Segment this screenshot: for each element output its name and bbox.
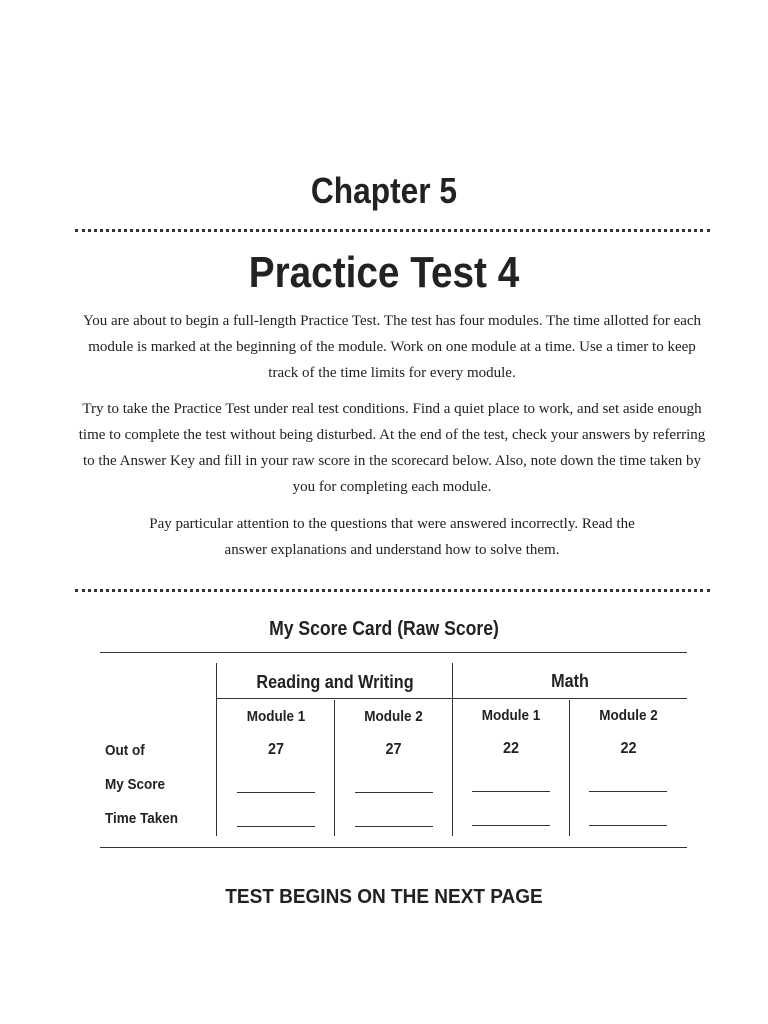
- my-score-blank[interactable]: [237, 792, 315, 793]
- scorecard-divider-math-modules: [569, 700, 570, 836]
- module-header: Module 1: [481, 707, 541, 724]
- section-header-math: Math: [551, 671, 589, 691]
- scorecard-top-rule: [100, 652, 687, 653]
- out-of-value: 22: [620, 740, 637, 757]
- row-label-out-of: Out of: [105, 742, 145, 759]
- page-title: Practice Test 4: [248, 248, 520, 297]
- my-score-blank[interactable]: [355, 792, 433, 793]
- scorecard-divider-section: [452, 663, 453, 836]
- dotted-divider-bottom: [75, 589, 710, 592]
- my-score-blank[interactable]: [472, 791, 550, 792]
- scorecard-divider-rw-modules: [334, 700, 335, 836]
- module-header: Module 2: [599, 707, 658, 724]
- next-page-notice: TEST BEGINS ON THE NEXT PAGE: [225, 886, 543, 908]
- time-taken-blank[interactable]: [237, 826, 315, 827]
- chapter-heading: Chapter 5: [310, 170, 458, 211]
- scorecard-bottom-rule: [100, 847, 687, 848]
- time-taken-blank[interactable]: [355, 826, 433, 827]
- scorecard-title: My Score Card (Raw Score): [269, 618, 499, 640]
- section-header-reading-writing: Reading and Writing: [256, 672, 414, 692]
- time-taken-blank[interactable]: [472, 825, 550, 826]
- scorecard-divider-label: [216, 663, 217, 836]
- module-header: Module 2: [364, 708, 423, 725]
- row-label-time-taken: Time Taken: [105, 810, 179, 827]
- intro-paragraph-2: Try to take the Practice Test under real test conditions. Find a quiet place to work, and set aside enough time to complete the test without being disturbed. At the end of the test, check your answers by referring to the Answer Key and fill in your raw score in the scorecard below. Also, note down the time taken by you for completing each module.: [78, 401, 706, 495]
- module-header: Module 1: [246, 708, 306, 725]
- out-of-value: 22: [502, 740, 520, 757]
- out-of-value: 27: [267, 741, 285, 758]
- time-taken-blank[interactable]: [589, 825, 667, 826]
- my-score-blank[interactable]: [589, 791, 667, 792]
- intro-paragraph-3: Pay particular attention to the questions that were answered incorrectly. Read the answer explanations and understand how to solve them.: [149, 516, 635, 558]
- out-of-value: 27: [385, 741, 402, 758]
- dotted-divider-top: [75, 229, 710, 232]
- intro-paragraph-1: You are about to begin a full-length Practice Test. The test has four modules. The time allotted for each module is marked at the beginning of the module. Work on one module at a time. Use a timer to keep track of the time limits for every module.: [82, 313, 702, 381]
- row-label-my-score: My Score: [105, 776, 166, 793]
